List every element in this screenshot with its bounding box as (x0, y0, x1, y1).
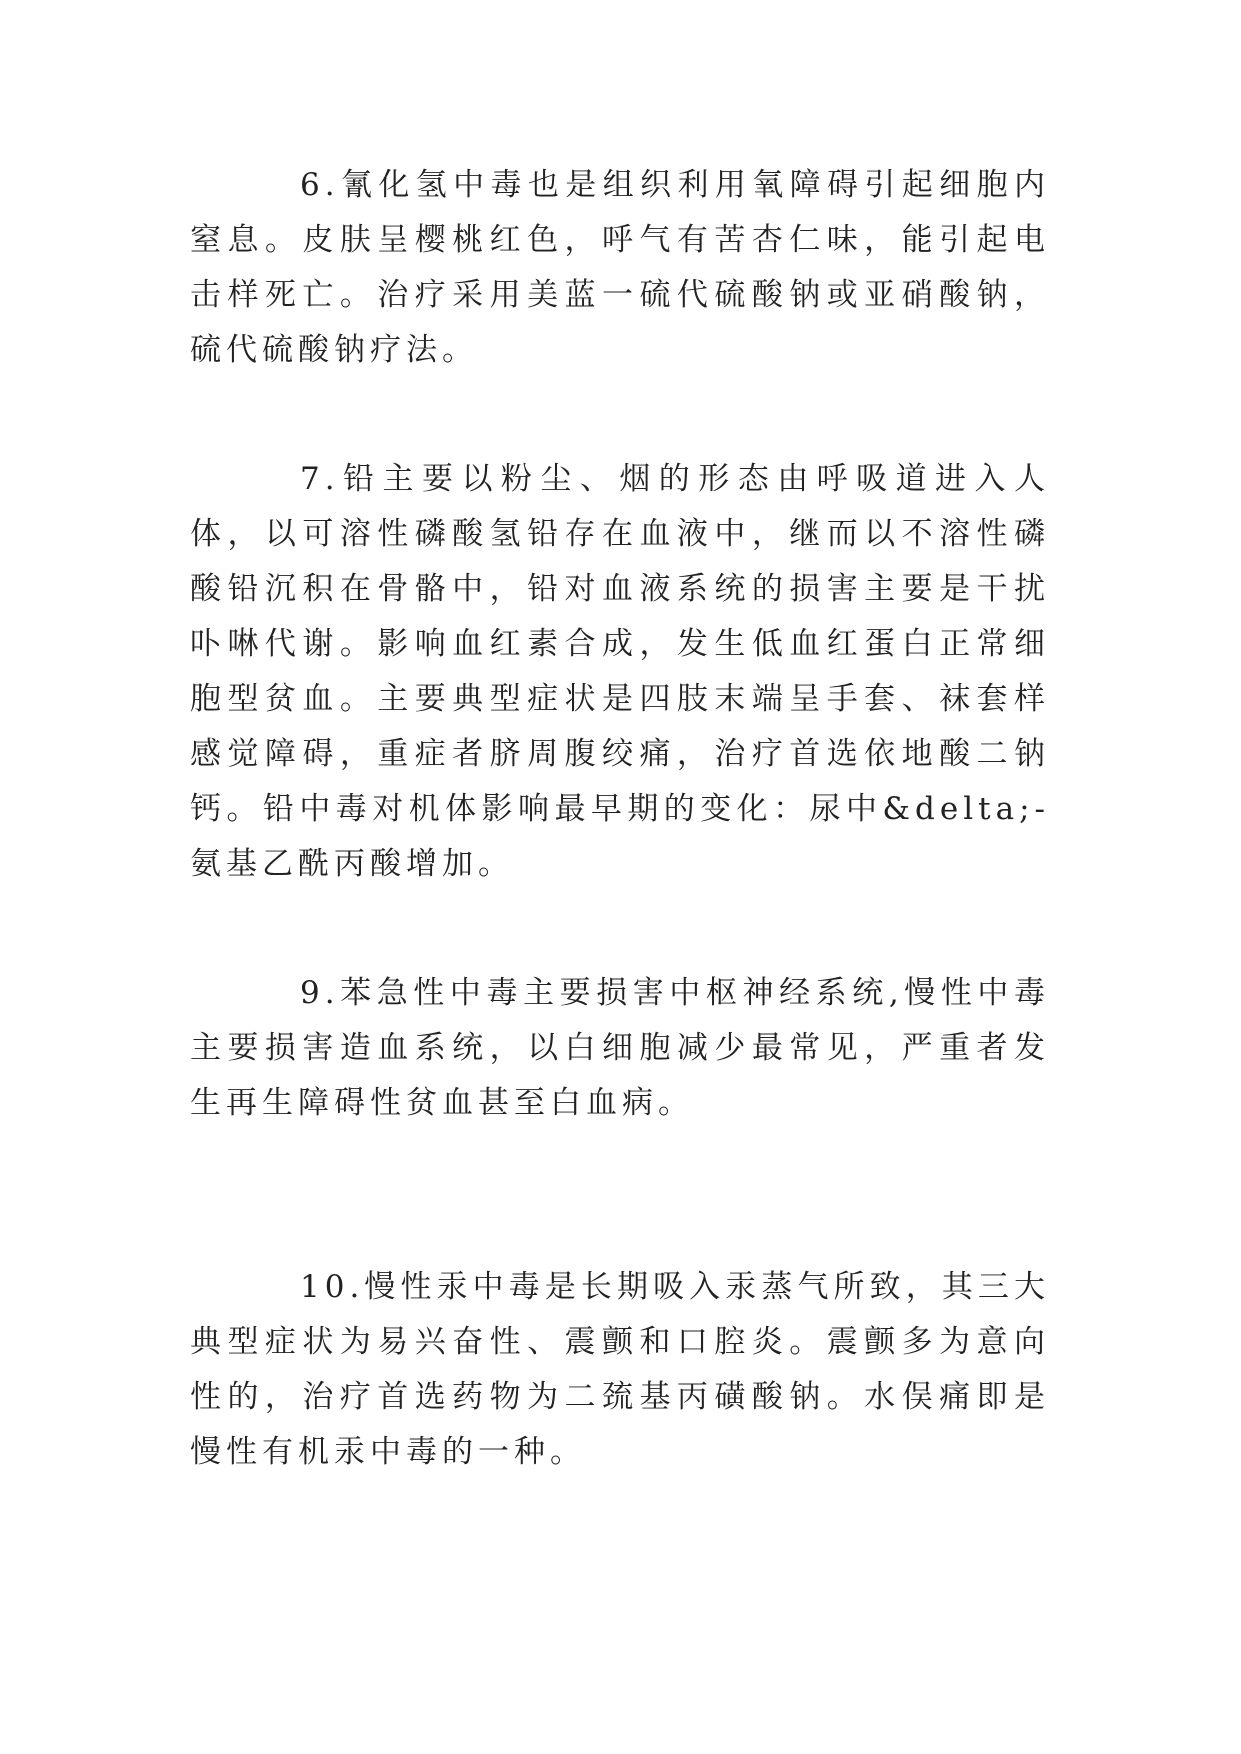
paragraph-item-6: 6.氰化氢中毒也是组织利用氧障碍引起细胞内窒息。皮肤呈樱桃红色，呼气有苦杏仁味，能引起电击样死亡。治疗采用美蓝一硫代硫酸钠或亚硝酸钠，硫代硫酸钠疗法。 (190, 167, 1050, 368)
paragraph-item-9: 9.苯急性中毒主要损害中枢神经系统,慢性中毒主要损害造血系统，以白细胞减少最常见，严重者发生再生障碍性贫血甚至白血病。 (190, 975, 1050, 1121)
paragraph-item-10: 10.慢性汞中毒是长期吸入汞蒸气所致，其三大典型症状为易兴奋性、震颤和口腔炎。震颤多为意向性的，治疗首选药物为二巯基丙磺酸钠。水俣痛即是慢性有机汞中毒的一种。 (190, 1269, 1050, 1470)
paragraph-item-7: 7.铅主要以粉尘、烟的形态由呼吸道进入人体，以可溶性磷酸氢铅存在血液中，继而以不溶性磷酸铅沉积在骨骼中，铅对血液系统的损害主要是干扰卟啉代谢。影响血红素合成，发生低血红蛋白正常细胞型贫血。主要典型症状是四肢末端呈手套、袜套样感觉障碍，重症者脐周腹绞痛，治疗首选依地酸二钠钙。铅中毒对机体影响最早期的变化：尿中&delta;-氨基乙酰丙酸增加。 (190, 461, 1050, 882)
